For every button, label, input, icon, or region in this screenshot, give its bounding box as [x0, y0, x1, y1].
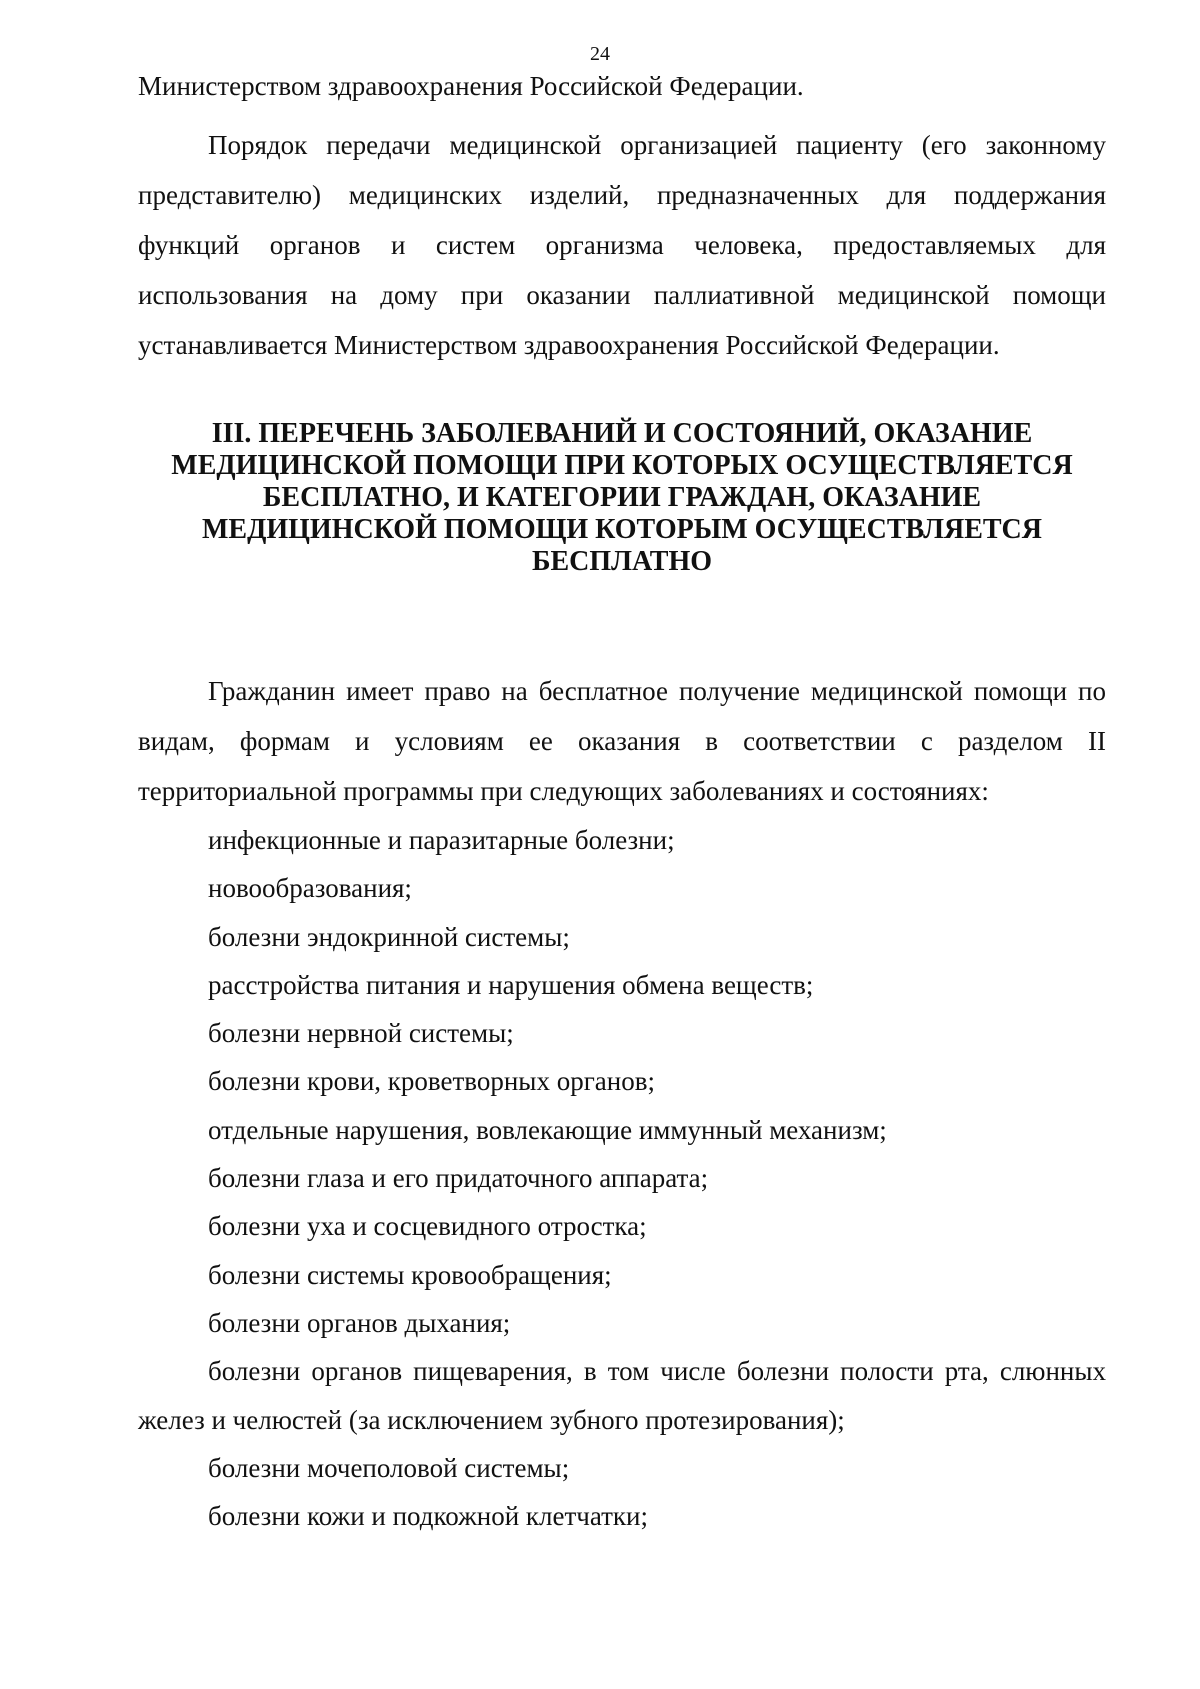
list-item: болезни глаза и его придаточного аппарата; — [208, 1163, 709, 1194]
section-heading-line: МЕДИЦИНСКОЙ ПОМОЩИ КОТОРЫМ ОСУЩЕСТВЛЯЕТСЯ — [202, 514, 1042, 545]
section-heading-line: III. ПЕРЕЧЕНЬ ЗАБОЛЕВАНИЙ И СОСТОЯНИЙ, ОКАЗАНИЕ — [211, 418, 1033, 449]
list-item: болезни нервной системы; — [208, 1018, 514, 1049]
list-item: болезни крови, кроветворных органов; — [208, 1066, 655, 1097]
paragraph-citizen-right: Гражданин имеет право на бесплатное получение медицинской помощи по видам, формам и условиям ее оказания в соответствии с разделом II территориальной программы при следующих заболеваниях и состояниях: — [138, 676, 1106, 806]
continuation-line: Министерством здравоохранения Российской Федерации. — [138, 71, 804, 101]
conditions-list — [138, 816, 1106, 1540]
paragraph-medical-devices-order: Порядок передачи медицинской организацией пациенту (его законному представителю) медицинских изделий, предназначенных для поддержания функций органов и систем организма человека, предоставляемых для использования на дому при оказании паллиативной медицинской помощи устанавливается Министерством здравоохранения Российской Федерации. — [138, 130, 1106, 360]
section-heading-line: МЕДИЦИНСКОЙ ПОМОЩИ ПРИ КОТОРЫХ ОСУЩЕСТВЛЯЕТСЯ — [171, 450, 1073, 481]
section-heading-line: БЕСПЛАТНО — [531, 546, 713, 577]
section-heading — [138, 418, 1106, 578]
list-item: болезни органов дыхания; — [208, 1307, 511, 1338]
section-heading-line: БЕСПЛАТНО, И КАТЕГОРИИ ГРАЖДАН, ОКАЗАНИЕ — [262, 482, 982, 513]
list-item: болезни мочеполовой системы; — [208, 1452, 570, 1483]
page-number: 24 — [590, 43, 610, 65]
list-item: болезни кожи и подкожной клетчатки; — [208, 1501, 649, 1532]
list-item: болезни эндокринной системы; — [208, 921, 570, 952]
list-item: отдельные нарушения, вовлекающие иммунный механизм; — [208, 1114, 887, 1145]
list-item: новообразования; — [208, 873, 412, 904]
list-item: инфекционные и паразитарные болезни; — [208, 825, 675, 855]
list-item: болезни органов пищеварения, в том числе болезни полости рта, слюнных желез и челюстей (за исключением зубного протезирования); — [138, 1356, 1106, 1435]
list-item: болезни системы кровообращения; — [208, 1259, 612, 1290]
list-item: болезни уха и сосцевидного отростка; — [208, 1211, 647, 1242]
document-body — [138, 64, 1106, 1540]
list-item: расстройства питания и нарушения обмена веществ; — [208, 969, 814, 1000]
